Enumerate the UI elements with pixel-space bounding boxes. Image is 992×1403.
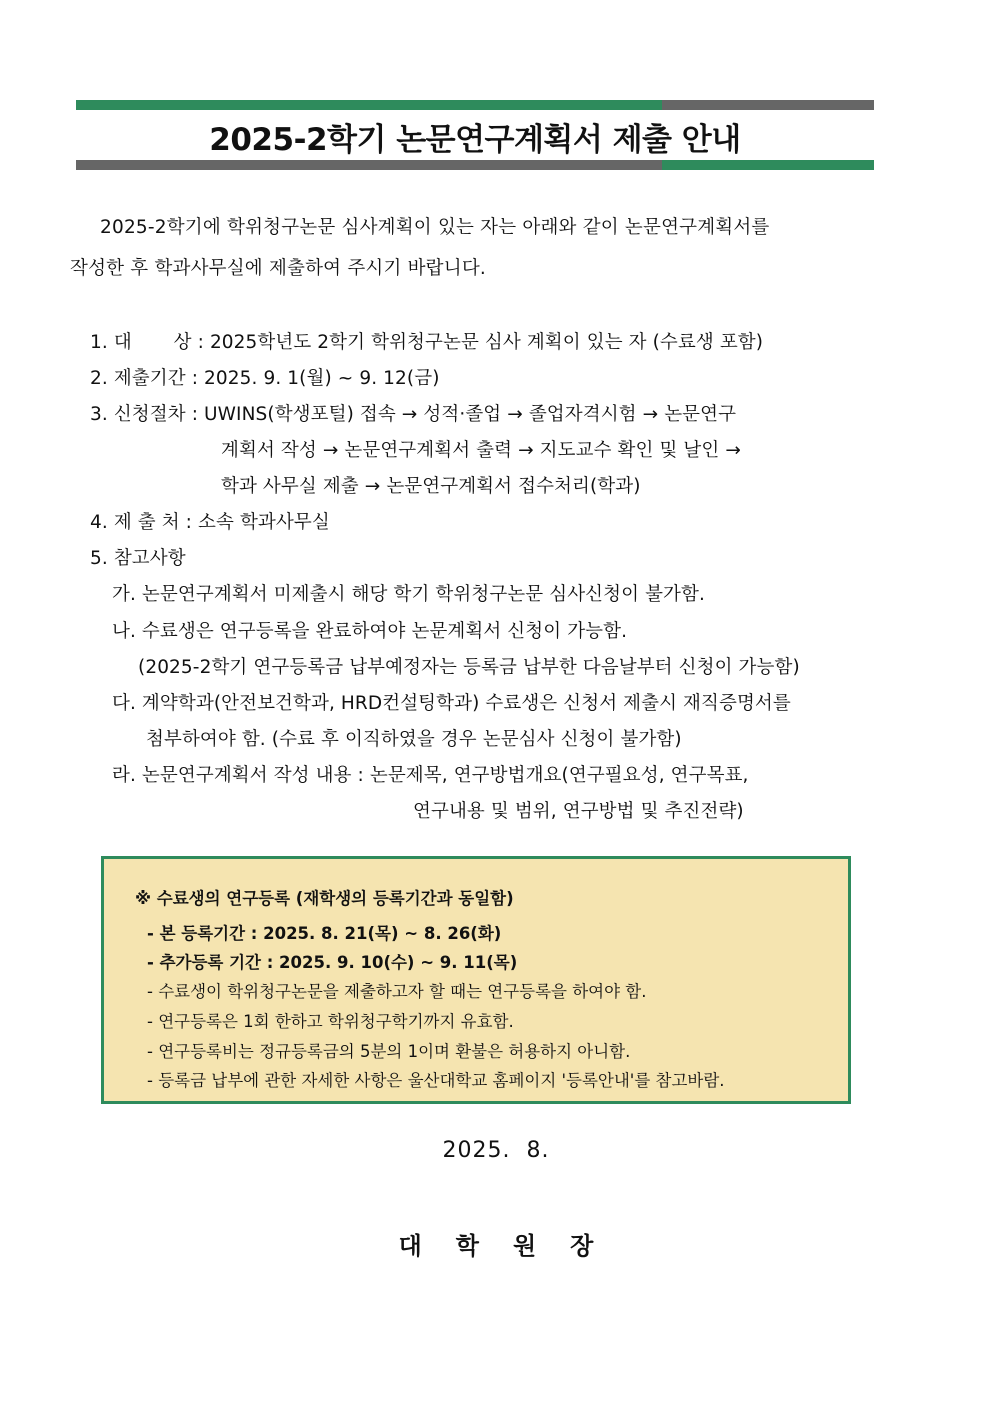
item-submit-to xyxy=(90,508,330,534)
intro-line-1: 2025-2학기에 학위청구논문 심사계획이 있는 자는 아래와 같이 논문연구계획서를 xyxy=(100,217,770,238)
box-heading: ※ 수료생의 연구등록 (재학생의 등록기간과 동일함) xyxy=(135,889,514,908)
note-ra: 라. 논문연구계획서 작성 내용 : 논문제목, 연구방법개요(연구필요성, 연구목표, xyxy=(112,765,749,786)
note-da-sub: 첨부하여야 함. (수료 후 이직하였을 경우 논문심사 신청이 불가함) xyxy=(146,729,682,750)
note-ga: 가. 논문연구계획서 미제출시 해당 학기 학위청구논문 심사신청이 불가함. xyxy=(112,584,705,605)
item-period-label: 2. 제출기간 : xyxy=(90,368,199,389)
item-procedure xyxy=(90,400,736,426)
item-procedure-line-2: 계획서 작성 → 논문연구계획서 출력 → 지도교수 확인 및 날인 → xyxy=(221,440,741,461)
document-date: 2025. 8. xyxy=(442,1138,550,1163)
item-period xyxy=(90,364,440,390)
box-main-period: - 본 등록기간 : 2025. 8. 21(목) ~ 8. 26(화) xyxy=(147,924,502,943)
intro-line-2: 작성한 후 학과사무실에 제출하여 주시기 바랍니다. xyxy=(70,258,486,279)
page-title: 2025-2학기 논문연구계획서 제출 안내 xyxy=(209,122,741,158)
item-submit-to-label: 4. 제 출 처 : xyxy=(90,512,193,533)
header-rule-gray-bottom xyxy=(76,160,662,170)
item-procedure-label: 3. 신청절차 : xyxy=(90,404,199,425)
registration-notice-box xyxy=(101,856,851,1104)
note-na: 나. 수료생은 연구등록을 완료하여야 논문계획서 신청이 가능함. xyxy=(112,621,628,642)
item-target-label: 1. 대 상 : xyxy=(90,332,204,353)
box-note-1: - 수료생이 학위청구논문을 제출하고자 할 때는 연구등록을 하여야 함. xyxy=(147,982,647,1001)
notes-title: 5. 참고사항 xyxy=(90,548,186,569)
item-procedure-line-3: 학과 사무실 제출 → 논문연구계획서 접수처리(학과) xyxy=(221,476,641,497)
note-da: 다. 계약학과(안전보건학과, HRD컨설팅학과) 수료생은 신청서 제출시 재직증명서를 xyxy=(112,693,791,714)
header-rule-green-top xyxy=(76,100,662,110)
header-rule-green-bottom xyxy=(662,160,874,170)
note-na-sub: (2025-2학기 연구등록금 납부예정자는 등록금 납부한 다음날부터 신청이 가능함) xyxy=(138,657,800,678)
header-rule-gray-top xyxy=(662,100,874,110)
item-period-text: 2025. 9. 1(월) ~ 9. 12(금) xyxy=(204,368,440,389)
signature: 대학원장 xyxy=(398,1232,628,1260)
item-target-text: 2025학년도 2학기 학위청구논문 심사 계획이 있는 자 (수료생 포함) xyxy=(209,332,764,353)
note-ra-sub: 연구내용 및 범위, 연구방법 및 추진전략) xyxy=(413,801,744,822)
item-procedure-line-1: UWINS(학생포털) 접속 → 성적·졸업 → 졸업자격시험 → 논문연구 xyxy=(204,404,737,425)
box-note-4: - 등록금 납부에 관한 자세한 사항은 울산대학교 홈페이지 '등록안내'를 참고바람. xyxy=(147,1071,725,1090)
item-submit-to-text: 소속 학과사무실 xyxy=(198,512,330,533)
box-note-2: - 연구등록은 1회 한하고 학위청구학기까지 유효함. xyxy=(147,1012,514,1031)
item-target xyxy=(90,328,763,354)
box-note-3: - 연구등록비는 정규등록금의 5분의 1이며 환불은 허용하지 아니함. xyxy=(147,1042,631,1061)
box-extra-period: - 추가등록 기간 : 2025. 9. 10(수) ~ 9. 11(목) xyxy=(147,953,518,972)
